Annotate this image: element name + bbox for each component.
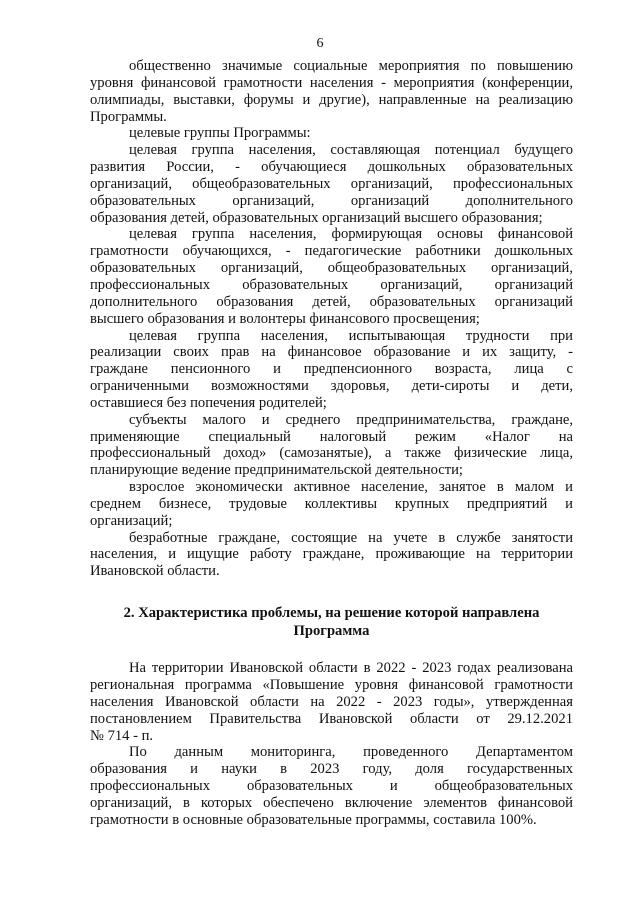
- text-line: профессиональный доход» (самозанятые), а также физические лица,: [90, 445, 573, 462]
- text-line: применяющие специальный налоговый режим «Налог на: [90, 428, 573, 445]
- text-line: общественно значимые социальные мероприятия по повышению: [129, 58, 573, 74]
- text-line: дополнительного образования детей, образовательных организаций: [90, 293, 573, 310]
- text-line: профессиональных образовательных и общеобразовательных: [90, 778, 573, 795]
- text-line: взрослое экономически активное население, занятое в малом и: [129, 479, 573, 496]
- text-line: организаций, в которых обеспечено включение элементов финансовой: [90, 794, 573, 811]
- text-line: целевая группа населения, составляющая потенциал будущего: [129, 142, 573, 159]
- text-line: организаций;: [90, 512, 173, 529]
- text-line: целевая группа населения, формирующая основы финансовой: [129, 226, 573, 243]
- text-line: целевая группа населения, испытывающая трудности при: [129, 327, 573, 344]
- paragraph-target-group-difficulties: [90, 328, 573, 412]
- text-line: региональная программа «Повышение уровня финансовой грамотности: [90, 677, 573, 693]
- text-line: населения Ивановской области на 2022 - 2023 годы», утвержденная: [90, 693, 573, 710]
- section-heading-line: Программа: [293, 623, 370, 640]
- spacer: [90, 640, 573, 660]
- text-line: ограниченными возможностями здоровья, дети-сироты и дети,: [90, 378, 573, 395]
- paragraph-target-group-educators: [90, 226, 573, 327]
- text-line: планирующие ведение предпринимательской деятельности;: [90, 462, 463, 479]
- text-line: образования детей, образовательных организаций высшего образования;: [90, 209, 543, 226]
- text-line: развития России, - обучающиеся дошкольных образовательных: [90, 159, 573, 176]
- paragraph-unemployed: [90, 530, 573, 581]
- text-line: организаций, общеобразовательных организаций, профессиональных: [90, 175, 573, 192]
- text-line: олимпиады, выставки, форумы и другие), направленные на реализацию: [90, 91, 573, 108]
- section-heading-line: 2. Характеристика проблемы, на решение которой направлена: [123, 605, 540, 622]
- paragraph-events: [90, 58, 573, 125]
- document-body: [90, 58, 573, 829]
- text-line: граждане пенсионного и предпенсионного возраста, лица с: [90, 361, 573, 378]
- paragraph-regional-program: [90, 660, 573, 744]
- paragraph-target-groups-heading: [90, 125, 573, 142]
- paragraph-business-subjects: [90, 412, 573, 479]
- text-line: субъекты малого и среднего предпринимательства, граждане,: [129, 411, 573, 428]
- text-line: образовательных организаций, общеобразовательных организаций,: [90, 260, 573, 277]
- paragraph-active-population: [90, 479, 573, 530]
- text-line: образовательных организаций, организаций дополнительного: [90, 192, 573, 209]
- text-line: постановлением Правительства Ивановской области от 29.12.2021: [90, 710, 573, 727]
- text-line: реализации своих прав на финансовое образование и их защиту, -: [90, 344, 573, 361]
- text-line: Ивановской области.: [90, 563, 220, 580]
- paragraph-monitoring: [90, 744, 573, 828]
- text-line: безработные граждане, состоящие на учете в службе занятости: [129, 529, 573, 546]
- text-line: профессиональных образовательных организаций, организаций: [90, 276, 573, 293]
- section-heading: [90, 604, 573, 640]
- text-line: Программы.: [90, 108, 167, 125]
- text-line: грамотности в основные образовательные программы, составила 100%.: [90, 811, 537, 828]
- text-line: На территории Ивановской области в 2022 - 2023 годах реализована: [129, 660, 573, 677]
- text-line: грамотности обучающихся, - педагогические работники дошкольных: [90, 243, 573, 260]
- text-line: целевые группы Программы:: [129, 125, 311, 142]
- text-line: уровня финансовой грамотности населения - мероприятия (конференции,: [90, 74, 573, 91]
- text-line: населения, и ищущие работу граждане, проживающие на территории: [90, 546, 573, 563]
- text-line: оставшиеся без попечения родителей;: [90, 394, 327, 411]
- paragraph-target-group-future: [90, 142, 573, 226]
- text-line: По данным мониторинга, проведенного Департаментом: [129, 744, 573, 761]
- page-number: 6: [316, 36, 324, 51]
- text-line: высшего образования и волонтеры финансового просвещения;: [90, 310, 480, 327]
- text-line: среднем бизнесе, трудовые коллективы крупных предприятий и: [90, 495, 573, 512]
- text-line: № 714 - п.: [90, 727, 154, 744]
- text-line: образования и науки в 2023 году, доля государственных: [90, 761, 573, 778]
